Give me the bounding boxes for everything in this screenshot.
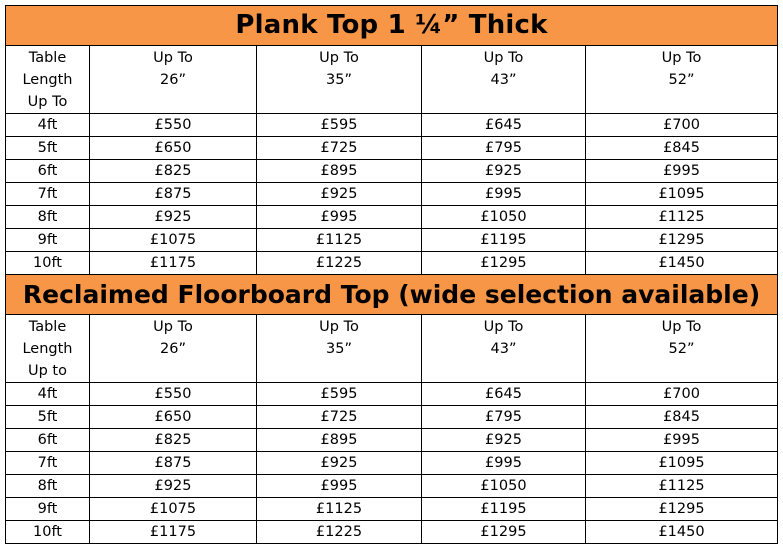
price-cell: £925 [90, 206, 257, 229]
length-cell: 9ft [6, 229, 90, 252]
length-header-line: Up To [27, 93, 68, 110]
price-cell: £995 [422, 183, 586, 206]
price-cell: £995 [422, 452, 586, 475]
price-cell: £1295 [586, 229, 778, 252]
header-row [6, 46, 778, 114]
length-cell: 5ft [6, 406, 90, 429]
price-cell: £725 [257, 406, 422, 429]
price-cell: £995 [257, 206, 422, 229]
width-header [422, 46, 586, 114]
section-title-plank-top: Plank Top 1 ¼” Thick [6, 6, 778, 46]
width-header-value: 26” [160, 71, 186, 88]
price-cell: £1195 [422, 498, 586, 521]
price-cell: £1295 [422, 521, 586, 544]
width-header [90, 46, 257, 114]
width-header [257, 315, 422, 383]
table-row [6, 206, 778, 229]
price-cell: £925 [257, 183, 422, 206]
width-header-value: 26” [160, 340, 186, 357]
price-cell: £1225 [257, 252, 422, 275]
price-cell: £550 [90, 383, 257, 406]
price-cell: £650 [90, 406, 257, 429]
table-row [6, 521, 778, 544]
price-cell: £595 [257, 383, 422, 406]
price-cell: £700 [586, 383, 778, 406]
length-cell: 9ft [6, 498, 90, 521]
price-cell: £550 [90, 114, 257, 137]
table-row [6, 452, 778, 475]
price-cell: £995 [586, 429, 778, 452]
width-header-line: Up To [483, 318, 524, 335]
price-cell: £1095 [586, 183, 778, 206]
length-cell: 10ft [6, 521, 90, 544]
price-cell: £700 [586, 114, 778, 137]
price-cell: £895 [257, 429, 422, 452]
price-cell: £1095 [586, 452, 778, 475]
price-cell: £845 [586, 137, 778, 160]
table-row [6, 229, 778, 252]
table-row [6, 475, 778, 498]
width-header-line: Up To [319, 318, 359, 335]
length-header [6, 315, 90, 383]
price-cell: £925 [257, 452, 422, 475]
price-cell: £795 [422, 406, 586, 429]
width-header [422, 315, 586, 383]
section-title-row [6, 275, 778, 315]
price-cell: £1195 [422, 229, 586, 252]
section-title-reclaimed-floorboard-top: Reclaimed Floorboard Top (wide selection available) [6, 275, 778, 315]
price-cell: £825 [90, 160, 257, 183]
length-header-line: Table [28, 49, 67, 66]
price-cell: £1295 [586, 498, 778, 521]
length-cell: 10ft [6, 252, 90, 275]
length-cell: 4ft [6, 114, 90, 137]
price-cell: £1450 [586, 252, 778, 275]
price-cell: £1450 [586, 521, 778, 544]
price-cell: £1125 [586, 206, 778, 229]
width-header-value: 35” [326, 71, 352, 88]
width-header-value: 52” [668, 340, 695, 357]
table-row [6, 114, 778, 137]
width-header [586, 315, 778, 383]
price-cell: £645 [422, 383, 586, 406]
price-cell: £925 [90, 475, 257, 498]
price-cell: £845 [586, 406, 778, 429]
table-row [6, 429, 778, 452]
price-cell: £795 [422, 137, 586, 160]
length-header-line: Table [28, 318, 67, 335]
length-cell: 8ft [6, 206, 90, 229]
price-cell: £1125 [586, 475, 778, 498]
table-row [6, 383, 778, 406]
price-cell: £825 [90, 429, 257, 452]
length-cell: 6ft [6, 429, 90, 452]
length-cell: 7ft [6, 183, 90, 206]
width-header-line: Up To [483, 49, 524, 66]
price-cell: £925 [422, 160, 586, 183]
price-cell: £995 [586, 160, 778, 183]
price-cell: £1225 [257, 521, 422, 544]
table-row [6, 252, 778, 275]
width-header-value: 35” [326, 340, 352, 357]
price-cell: £995 [257, 475, 422, 498]
length-header-line: Length [22, 340, 73, 357]
width-header-line: Up To [153, 318, 193, 335]
length-cell: 6ft [6, 160, 90, 183]
length-header-line: Up to [28, 362, 67, 379]
table-row [6, 137, 778, 160]
price-cell: £1125 [257, 229, 422, 252]
price-cell: £1125 [257, 498, 422, 521]
price-cell: £595 [257, 114, 422, 137]
table-row [6, 183, 778, 206]
length-cell: 7ft [6, 452, 90, 475]
width-header-value: 43” [490, 71, 517, 88]
price-table [5, 5, 778, 544]
price-cell: £1295 [422, 252, 586, 275]
header-row [6, 315, 778, 383]
price-cell: £725 [257, 137, 422, 160]
width-header-value: 52” [668, 71, 695, 88]
price-cell: £650 [90, 137, 257, 160]
price-cell: £925 [422, 429, 586, 452]
length-cell: 4ft [6, 383, 90, 406]
width-header-line: Up To [319, 49, 359, 66]
length-cell: 8ft [6, 475, 90, 498]
width-header [90, 315, 257, 383]
width-header-line: Up To [661, 318, 702, 335]
section-title-row [6, 6, 778, 46]
length-header [6, 46, 90, 114]
length-cell: 5ft [6, 137, 90, 160]
width-header [586, 46, 778, 114]
width-header-value: 43” [490, 340, 517, 357]
price-cell: £1075 [90, 498, 257, 521]
price-cell: £1050 [422, 206, 586, 229]
price-cell: £875 [90, 452, 257, 475]
price-cell: £1050 [422, 475, 586, 498]
price-cell: £1075 [90, 229, 257, 252]
price-cell: £645 [422, 114, 586, 137]
table-row [6, 406, 778, 429]
length-header-line: Length [22, 71, 73, 88]
price-cell: £875 [90, 183, 257, 206]
price-cell: £1175 [90, 521, 257, 544]
width-header-line: Up To [661, 49, 702, 66]
table-row [6, 160, 778, 183]
width-header [257, 46, 422, 114]
price-cell: £895 [257, 160, 422, 183]
width-header-line: Up To [153, 49, 193, 66]
table-row [6, 498, 778, 521]
price-cell: £1175 [90, 252, 257, 275]
